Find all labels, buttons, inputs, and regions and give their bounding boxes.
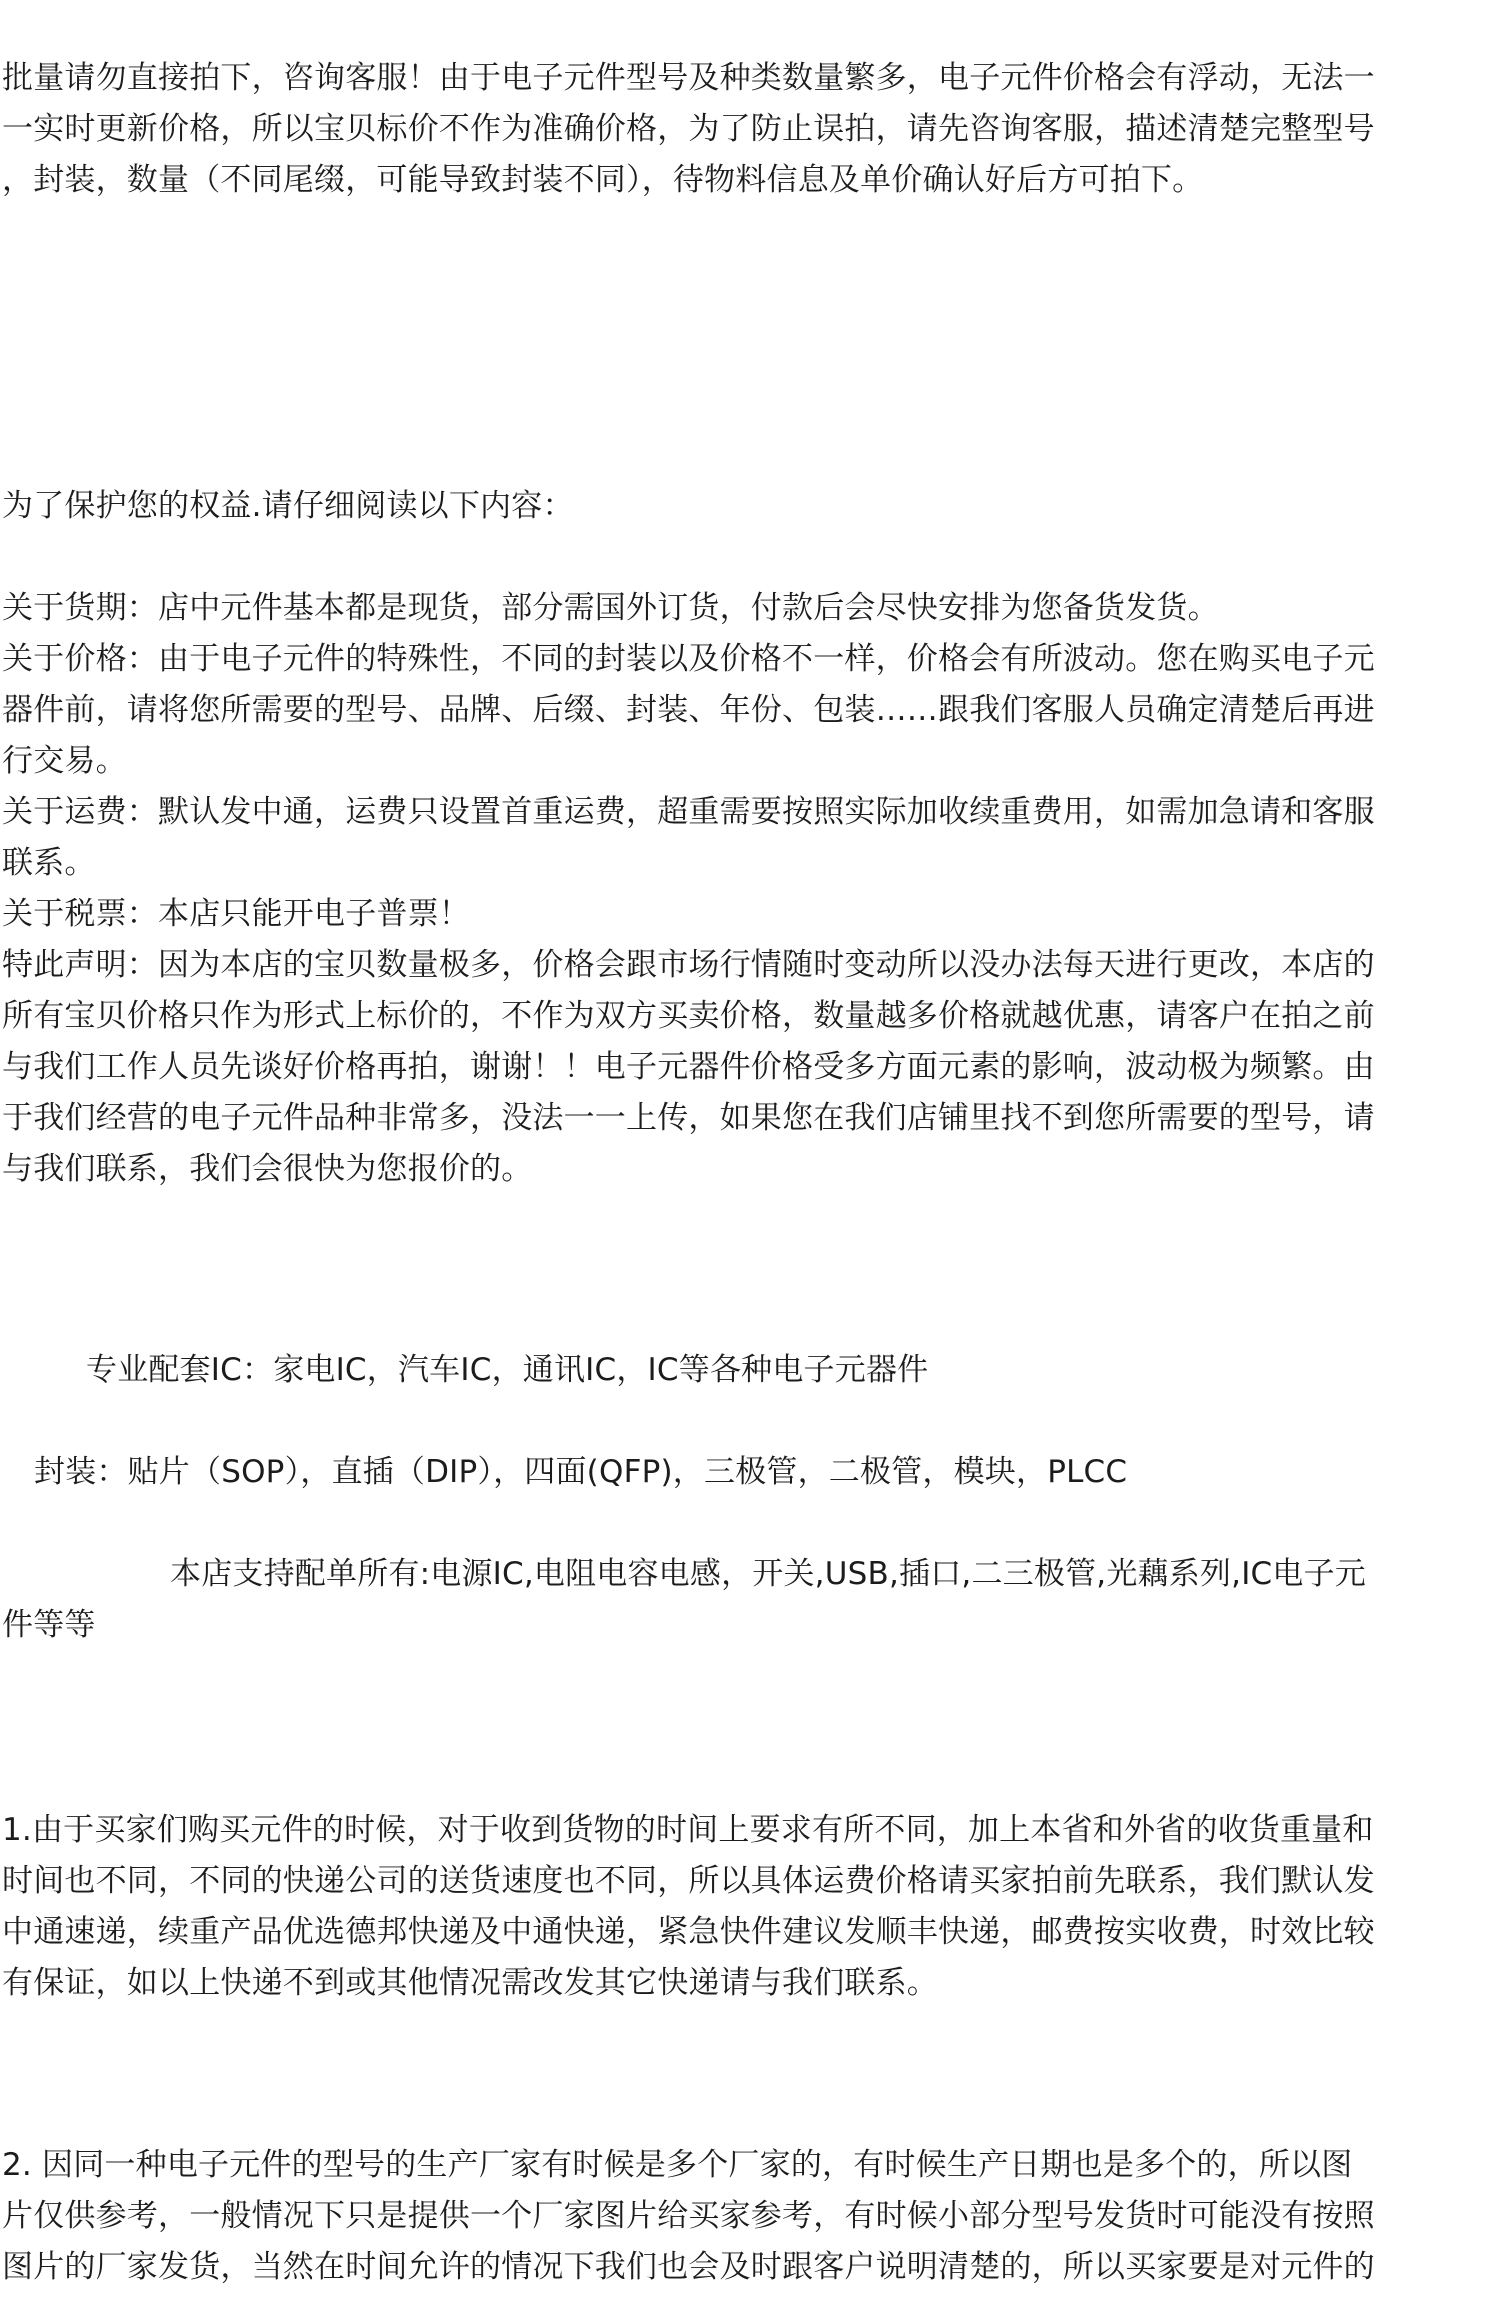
shipping-line: 1.由于买家们购买元件的时候，对于收到货物的时间上要求有所不同，加上本省和外省的收货重量和 (2, 1812, 1374, 1848)
policy-line: 器件前，请将您所需要的型号、品牌、后缀、封装、年份、包装……跟我们客服人员确定清楚后再进 (2, 692, 1375, 728)
product-ic-text: 专业配套IC：家电IC，汽车IC，通讯IC，IC等各种电子元器件 (86, 1352, 929, 1388)
picture-line: 图片的厂家发货，当然在时间允许的情况下我们也会及时跟客户说明清楚的，所以买家要是对元件的 (2, 2249, 1375, 2285)
notice-line: ，封装，数量（不同尾缀，可能导致封装不同），待物料信息及单价确认好后方可拍下。 (2, 162, 1204, 198)
policy-line: 行交易。 (2, 743, 127, 779)
picture-note (2, 2140, 1494, 2293)
shipping-line: 时间也不同，不同的快递公司的送货速度也不同，所以具体运费价格请买家拍前先联系，我们默认发 (2, 1863, 1375, 1899)
policy-line: 联系。 (2, 845, 96, 881)
shipping-note (2, 1805, 1494, 2009)
policy-line: 与我们联系，我们会很快为您报价的。 (2, 1151, 533, 1187)
notice-line: 批量请勿直接拍下，咨询客服！由于电子元件型号及种类数量繁多，电子元件价格会有浮动，无法一 (2, 60, 1375, 96)
policy-line: 关于税票：本店只能开电子普票！ (2, 896, 470, 932)
shipping-line: 中通速递，续重产品优选德邦快递及中通快递，紧急快件建议发顺丰快递，邮费按实收费，时效比较 (2, 1914, 1375, 1950)
support-line: 本店支持配单所有:电源IC,电阻电容电感，开关,USB,插口,二三极管,光藕系列,IC电子元 (170, 1556, 1366, 1592)
picture-line: 2. 因同一种电子元件的型号的生产厂家有时候是多个厂家的，有时候生产日期也是多个的，所以图 (2, 2147, 1353, 2183)
product-ic-line (2, 1345, 1494, 1396)
bulk-order-notice (2, 53, 1494, 206)
policy-line: 所有宝贝价格只作为形式上标价的，不作为双方买卖价格，数量越多价格就越优惠，请客户在拍之前 (2, 998, 1375, 1034)
package-text: 封装：贴片（SOP），直插（DIP），四面(QFP)，三极管，二极管，模块，PLCC (34, 1454, 1128, 1490)
policy-line: 关于运费：默认发中通，运费只设置首重运费，超重需要按照实际加收续重费用，如需加急请和客服 (2, 794, 1375, 830)
rights-intro (2, 481, 1494, 532)
picture-line: 片仅供参考，一般情况下只是提供一个厂家图片给买家参考，有时候小部分型号发货时可能没有按照 (2, 2198, 1375, 2234)
package-line (2, 1447, 1494, 1498)
policy-line: 于我们经营的电子元件品种非常多，没法一一上传，如果您在我们店铺里找不到您所需要的型号，请 (2, 1100, 1375, 1136)
support-list (2, 1549, 1494, 1651)
policy-line: 特此声明：因为本店的宝贝数量极多，价格会跟市场行情随时变动所以没办法每天进行更改，本店的 (2, 947, 1375, 983)
support-line: 件等等 (2, 1607, 96, 1643)
rights-intro-text: 为了保护您的权益.请仔细阅读以下内容： (2, 488, 574, 524)
shipping-line: 有保证，如以上快递不到或其他情况需改发其它快递请与我们联系。 (2, 1965, 938, 2001)
policy-line: 与我们工作人员先谈好价格再拍，谢谢！！电子元器件价格受多方面元素的影响，波动极为频繁。由 (2, 1049, 1375, 1085)
notice-line: 一实时更新价格，所以宝贝标价不作为准确价格，为了防止误拍，请先咨询客服，描述清楚完整型号 (2, 111, 1375, 147)
policy-line: 关于价格：由于电子元件的特殊性，不同的封装以及价格不一样，价格会有所波动。您在购买电子元 (2, 641, 1375, 677)
policy-line: 关于货期：店中元件基本都是现货，部分需国外订货，付款后会尽快安排为您备货发货。 (2, 590, 1219, 626)
store-policies (2, 583, 1494, 1195)
